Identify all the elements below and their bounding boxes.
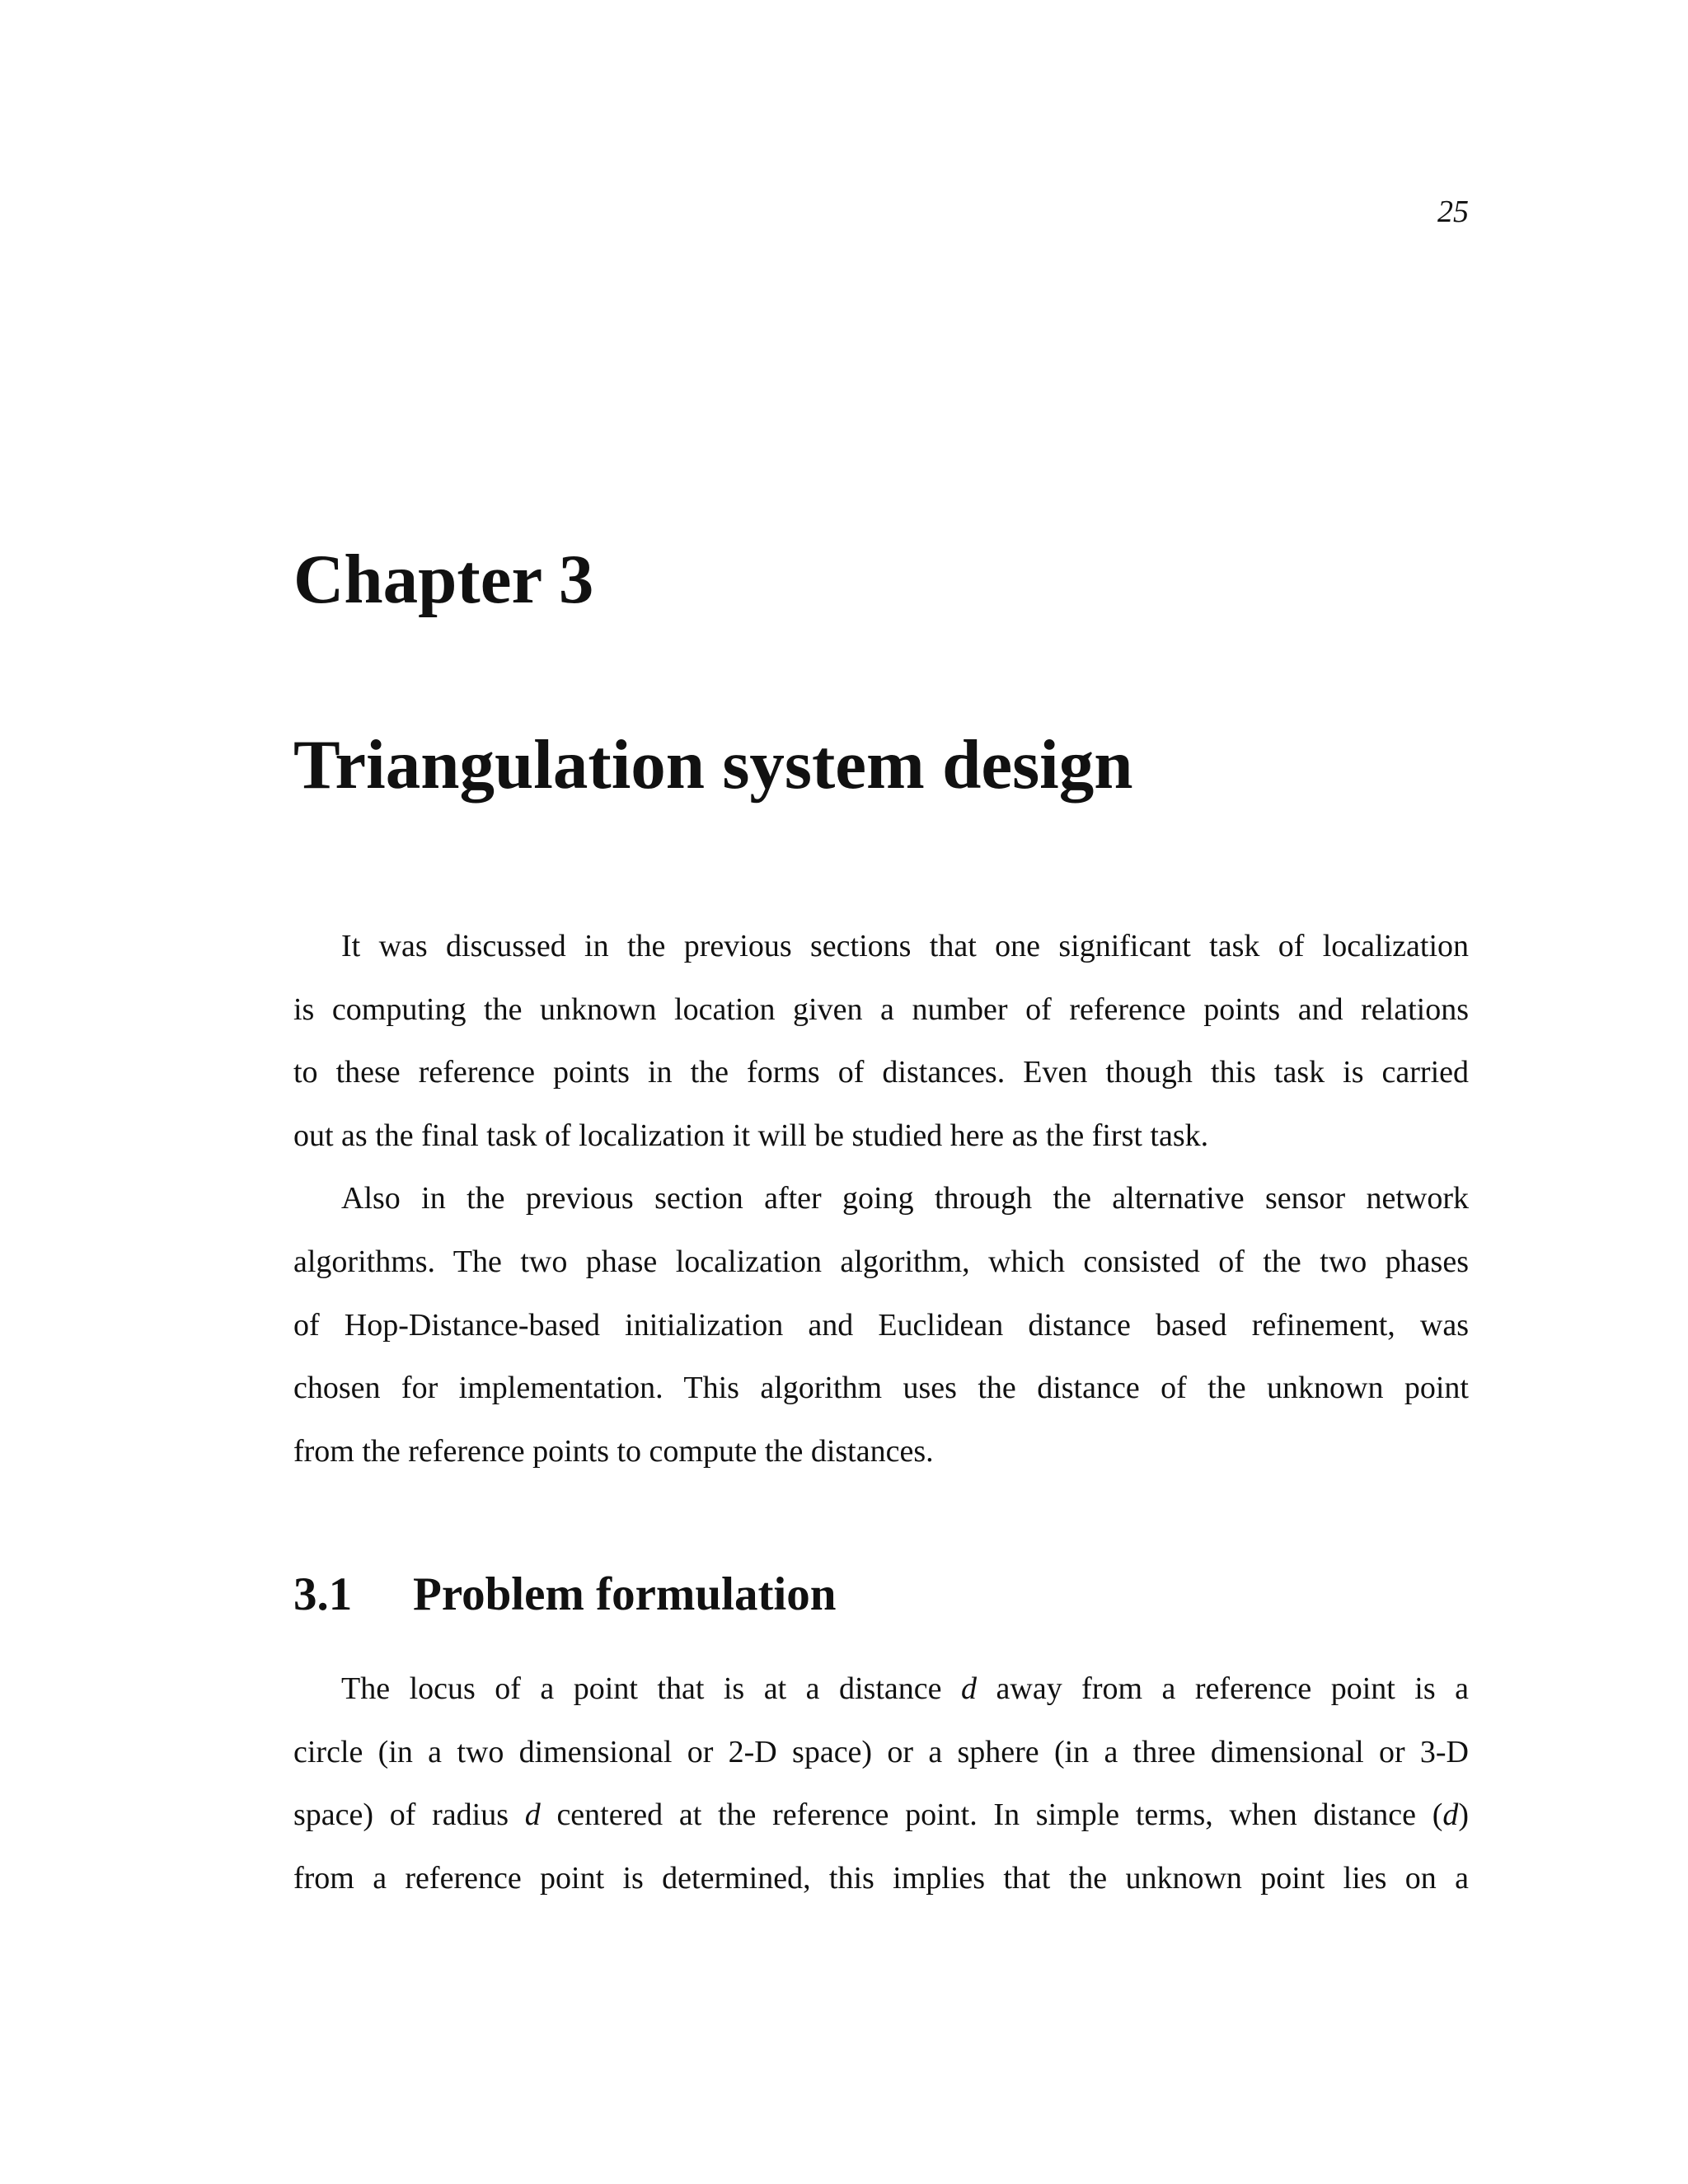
text-run: away from a reference point is a — [996, 1671, 1470, 1706]
section-line — [293, 1657, 1469, 1721]
section-line: circle (in a two dimensional or 2-D space) or a sphere (in a three dimensional or 3-D — [293, 1734, 1469, 1769]
intro-line: out as the final task of localization it will be studied here as the first task. — [293, 1118, 1209, 1153]
intro-line: algorithms. The two phase localization algorithm, which consisted of the two phases — [293, 1244, 1469, 1279]
intro-line: It was discussed in the previous sections that one significant task of localization — [341, 929, 1469, 963]
page-number: 25 — [1437, 194, 1469, 229]
section-text — [293, 1657, 1469, 1910]
intro-line: is computing the unknown location given a number of reference points and relations — [293, 991, 1469, 1027]
intro-line: Also in the previous section after going through the alternative sensor network — [341, 1181, 1469, 1216]
intro-line: chosen for implementation. This algorithm uses the distance of the unknown point — [293, 1371, 1469, 1406]
section-line: from a reference point is determined, this implies that the unknown point lies on a — [293, 1860, 1469, 1896]
chapter-label: Chapter 3 — [293, 541, 594, 618]
intro-text — [293, 915, 1469, 1483]
intro-line: to these reference points in the forms of distances. Even though this task is carried — [293, 1055, 1469, 1090]
section-title: Problem formulation — [413, 1568, 837, 1620]
section-line — [293, 1783, 1469, 1847]
text-run-inner: centered at the reference point. In simple terms, when distance ( — [556, 1797, 1443, 1833]
intro-line: from the reference points to compute the distances. — [293, 1433, 934, 1469]
chapter-title: Triangulation system design — [293, 726, 1133, 804]
variable-d: d — [1442, 1797, 1459, 1833]
intro-line: of Hop-Distance-based initialization and Euclidean distance based refinement, was — [293, 1307, 1469, 1343]
variable-d: d — [961, 1671, 978, 1706]
section-number: 3.1 — [293, 1568, 353, 1620]
variable-d: d — [524, 1797, 541, 1833]
text-run-close: ) — [1458, 1797, 1470, 1833]
section-heading — [293, 1562, 836, 1628]
text-run: The locus of a point that is at a distance — [341, 1671, 942, 1706]
text-run — [556, 1797, 1469, 1832]
text-run: space) of radius — [293, 1797, 509, 1833]
